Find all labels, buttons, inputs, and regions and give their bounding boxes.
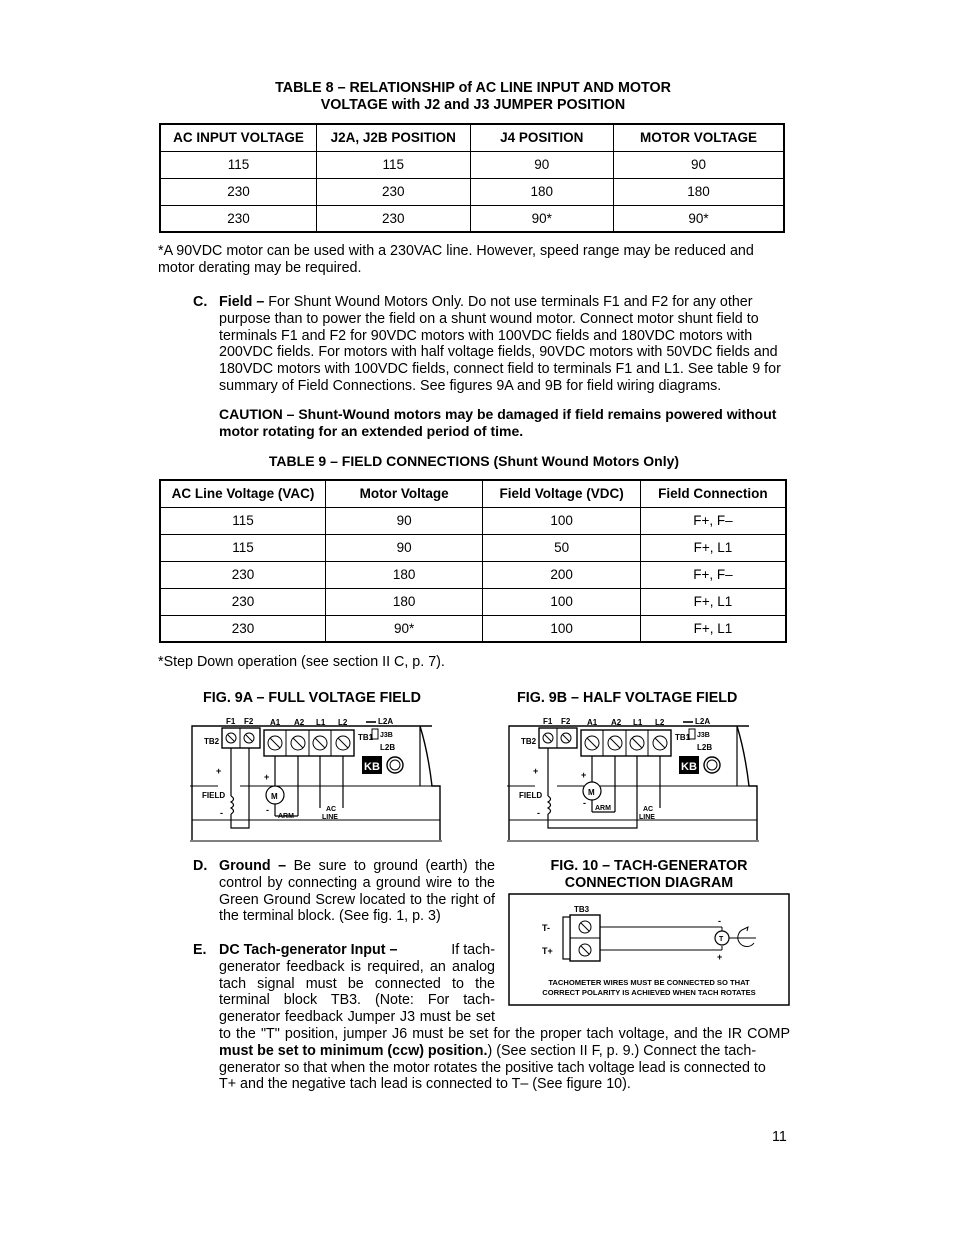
table-cell: 230 [316, 205, 470, 232]
a2-label: A2 [611, 718, 622, 727]
table-cell: 230 [160, 615, 325, 642]
table-row [160, 561, 786, 588]
l2a-label: L2A [378, 717, 394, 726]
table-cell: F+, L1 [640, 588, 786, 615]
section-e-marker: E. [193, 942, 207, 958]
l2-label: L2 [338, 718, 348, 727]
table-row [160, 151, 784, 178]
l1-label: L1 [316, 718, 326, 727]
table-cell: 90 [325, 534, 482, 561]
tb2-label: TB2 [204, 737, 220, 746]
a2-label: A2 [294, 718, 305, 727]
j3b-label: J3B [380, 732, 393, 739]
arm-label: ARM [278, 813, 294, 820]
table8 [159, 123, 785, 233]
svg-text:-: - [220, 808, 223, 818]
table-cell: 115 [316, 151, 470, 178]
table-cell: 180 [325, 561, 482, 588]
svg-text:KB: KB [364, 761, 380, 773]
table8-header: AC INPUT VOLTAGE [160, 124, 316, 151]
table-row [160, 178, 784, 205]
table9-footnote: *Step Down operation (see section II C, p. 7). [158, 654, 445, 670]
a1-label: A1 [587, 718, 598, 727]
section-e-narrow: DC Tach-generator Input – If tach- generator feedback is required, an analog tach signal must be connected to the terminal block TB3. (Note: For tach- generator feedback Jumper J3 must be set [219, 942, 495, 1026]
arm-label: ARM [595, 805, 611, 812]
table-cell: 230 [316, 178, 470, 205]
fig10-note: CORRECT POLARITY IS ACHIEVED WHEN TACH ROTATES [542, 988, 756, 997]
table-cell: 90 [614, 151, 784, 178]
fig9b-diagram [505, 712, 761, 844]
l2a-label: L2A [695, 717, 711, 726]
fig10-diagram [508, 893, 791, 1007]
table9-title: TABLE 9 – FIELD CONNECTIONS (Shunt Wound Motors Only) [268, 453, 680, 469]
table-cell: 90 [325, 507, 482, 534]
fig9a-title: FIG. 9A – FULL VOLTAGE FIELD [203, 690, 421, 706]
section-c-marker: C. [193, 294, 208, 310]
l1-label: L1 [633, 718, 643, 727]
tb2-label: TB2 [521, 737, 537, 746]
tb1-label: TB1 [675, 733, 691, 742]
table-cell: F+, L1 [640, 615, 786, 642]
f2-label: F2 [561, 717, 571, 726]
section-d-marker: D. [193, 858, 208, 874]
table9-header: Field Voltage (VDC) [483, 480, 640, 507]
section-e-wide: to the "T" position, jumper J6 must be set for the proper tach voltage, and the IR COMP must be set to minimum (ccw) position.) (See section II F, p. 9.) Connect the tach- generator so that when the motor rotates the positive tach voltage lead is connected to T+ and the negative tach lead is connected to T– (See figure 10). [219, 1026, 790, 1093]
table-cell: 100 [483, 615, 640, 642]
table-cell: 115 [160, 534, 325, 561]
svg-text:-: - [266, 805, 269, 815]
svg-text:-: - [537, 808, 540, 818]
table-cell: 230 [160, 205, 316, 232]
table9 [159, 479, 787, 643]
table-row [160, 507, 786, 534]
ac-label: AC [643, 806, 654, 813]
svg-text:-: - [718, 916, 721, 926]
table-cell: 180 [614, 178, 784, 205]
field-label: FIELD [202, 791, 226, 800]
table9-header: Motor Voltage [325, 480, 482, 507]
f1-label: F1 [543, 717, 553, 726]
table-cell: 180 [470, 178, 614, 205]
table-cell: 90* [470, 205, 614, 232]
table8-title: TABLE 8 – RELATIONSHIP of AC LINE INPUT AND MOTOR VOLTAGE with J2 and J3 JUMPER POSITION [275, 80, 671, 113]
fig9b-title: FIG. 9B – HALF VOLTAGE FIELD [517, 690, 738, 706]
page-number: 11 [772, 1129, 787, 1145]
tb3-label: TB3 [574, 905, 590, 914]
svg-text:+: + [264, 772, 270, 782]
table-cell: 230 [160, 178, 316, 205]
fig10-note: TACHOMETER WIRES MUST BE CONNECTED SO THAT [548, 978, 750, 987]
line-label: LINE [322, 814, 338, 821]
svg-text:M: M [271, 792, 278, 801]
field-label: FIELD [519, 791, 543, 800]
table-cell: 230 [160, 561, 325, 588]
table-cell: 115 [160, 151, 316, 178]
ac-label: AC [326, 806, 337, 813]
l2b-label: L2B [697, 743, 713, 752]
caution-text: CAUTION – Shunt-Wound motors may be damaged if field remains powered without motor rotating for an extended period of time. [219, 406, 777, 439]
svg-text:T: T [719, 936, 724, 943]
table8-header: J2A, J2B POSITION [316, 124, 470, 151]
svg-text:+: + [717, 952, 723, 962]
section-c-body: Field – For Shunt Wound Motors Only. Do not use terminals F1 and F2 for any other purpose than to power the field on a shunt wound motor. Connect motor shunt field to terminals F1 and F2 for 90VDC motors with 100VDC fields and 180VDC motors with 200VDC fields. For motors with half voltage fields, 90VDC motors with 50VDC fields and 180VDC motors with 100VDC fields, connect field to terminals F1 and L1. See table 9 for summary of Field Connections. See figures 9A and 9B for field wiring diagrams. [219, 294, 781, 394]
svg-text:-: - [583, 798, 586, 808]
svg-text:M: M [588, 788, 595, 797]
table-cell: 180 [325, 588, 482, 615]
table8-header: MOTOR VOLTAGE [614, 124, 784, 151]
table-cell: F+, L1 [640, 534, 786, 561]
table9-header: AC Line Voltage (VAC) [160, 480, 325, 507]
table-cell: F+, F– [640, 507, 786, 534]
svg-text:+: + [533, 766, 539, 776]
table-row [160, 534, 786, 561]
fig10-title: FIG. 10 – TACH-GENERATOR CONNECTION DIAGRAM [550, 858, 748, 891]
ground-screw-icon [704, 757, 720, 773]
table8-header: J4 POSITION [470, 124, 614, 151]
table8-footnote: *A 90VDC motor can be used with a 230VAC line. However, speed range may be reduced and motor derating may be required. [158, 243, 754, 276]
ground-screw-icon [387, 757, 403, 773]
tb1-label: TB1 [358, 733, 374, 742]
table-cell: 100 [483, 507, 640, 534]
table-row [160, 205, 784, 232]
field-coil-icon [231, 796, 234, 814]
l2-label: L2 [655, 718, 665, 727]
l2b-label: L2B [380, 743, 396, 752]
f2-label: F2 [244, 717, 254, 726]
svg-text:+: + [216, 766, 222, 776]
t-plus-label: T+ [542, 946, 553, 956]
svg-text:KB: KB [681, 761, 697, 773]
table9-header-row [160, 480, 786, 507]
line-label: LINE [639, 814, 655, 821]
table-cell: 90 [470, 151, 614, 178]
table-cell: 230 [160, 588, 325, 615]
table-cell: 90* [614, 205, 784, 232]
field-coil-icon [548, 796, 551, 814]
j3b-label: J3B [697, 732, 710, 739]
table-row [160, 615, 786, 642]
table-cell: F+, F– [640, 561, 786, 588]
f1-label: F1 [226, 717, 236, 726]
section-d-body: Ground – Be sure to ground (earth) the control by connecting a ground wire to the Green Ground Screw located to the right of the terminal block. (See fig. 1, p. 3) [219, 858, 495, 925]
a1-label: A1 [270, 718, 281, 727]
table-cell: 90* [325, 615, 482, 642]
section-c-title: Field – [219, 294, 265, 310]
table-cell: 100 [483, 588, 640, 615]
table-cell: 200 [483, 561, 640, 588]
t-minus-label: T- [542, 923, 550, 933]
section-e-title: DC Tach-generator Input – [219, 942, 398, 958]
table9-header: Field Connection [640, 480, 786, 507]
table-cell: 50 [483, 534, 640, 561]
svg-text:+: + [581, 770, 587, 780]
table-cell: 115 [160, 507, 325, 534]
table-row [160, 588, 786, 615]
section-d-title: Ground – [219, 858, 287, 874]
table8-header-row [160, 124, 784, 151]
fig9a-diagram [188, 712, 444, 844]
